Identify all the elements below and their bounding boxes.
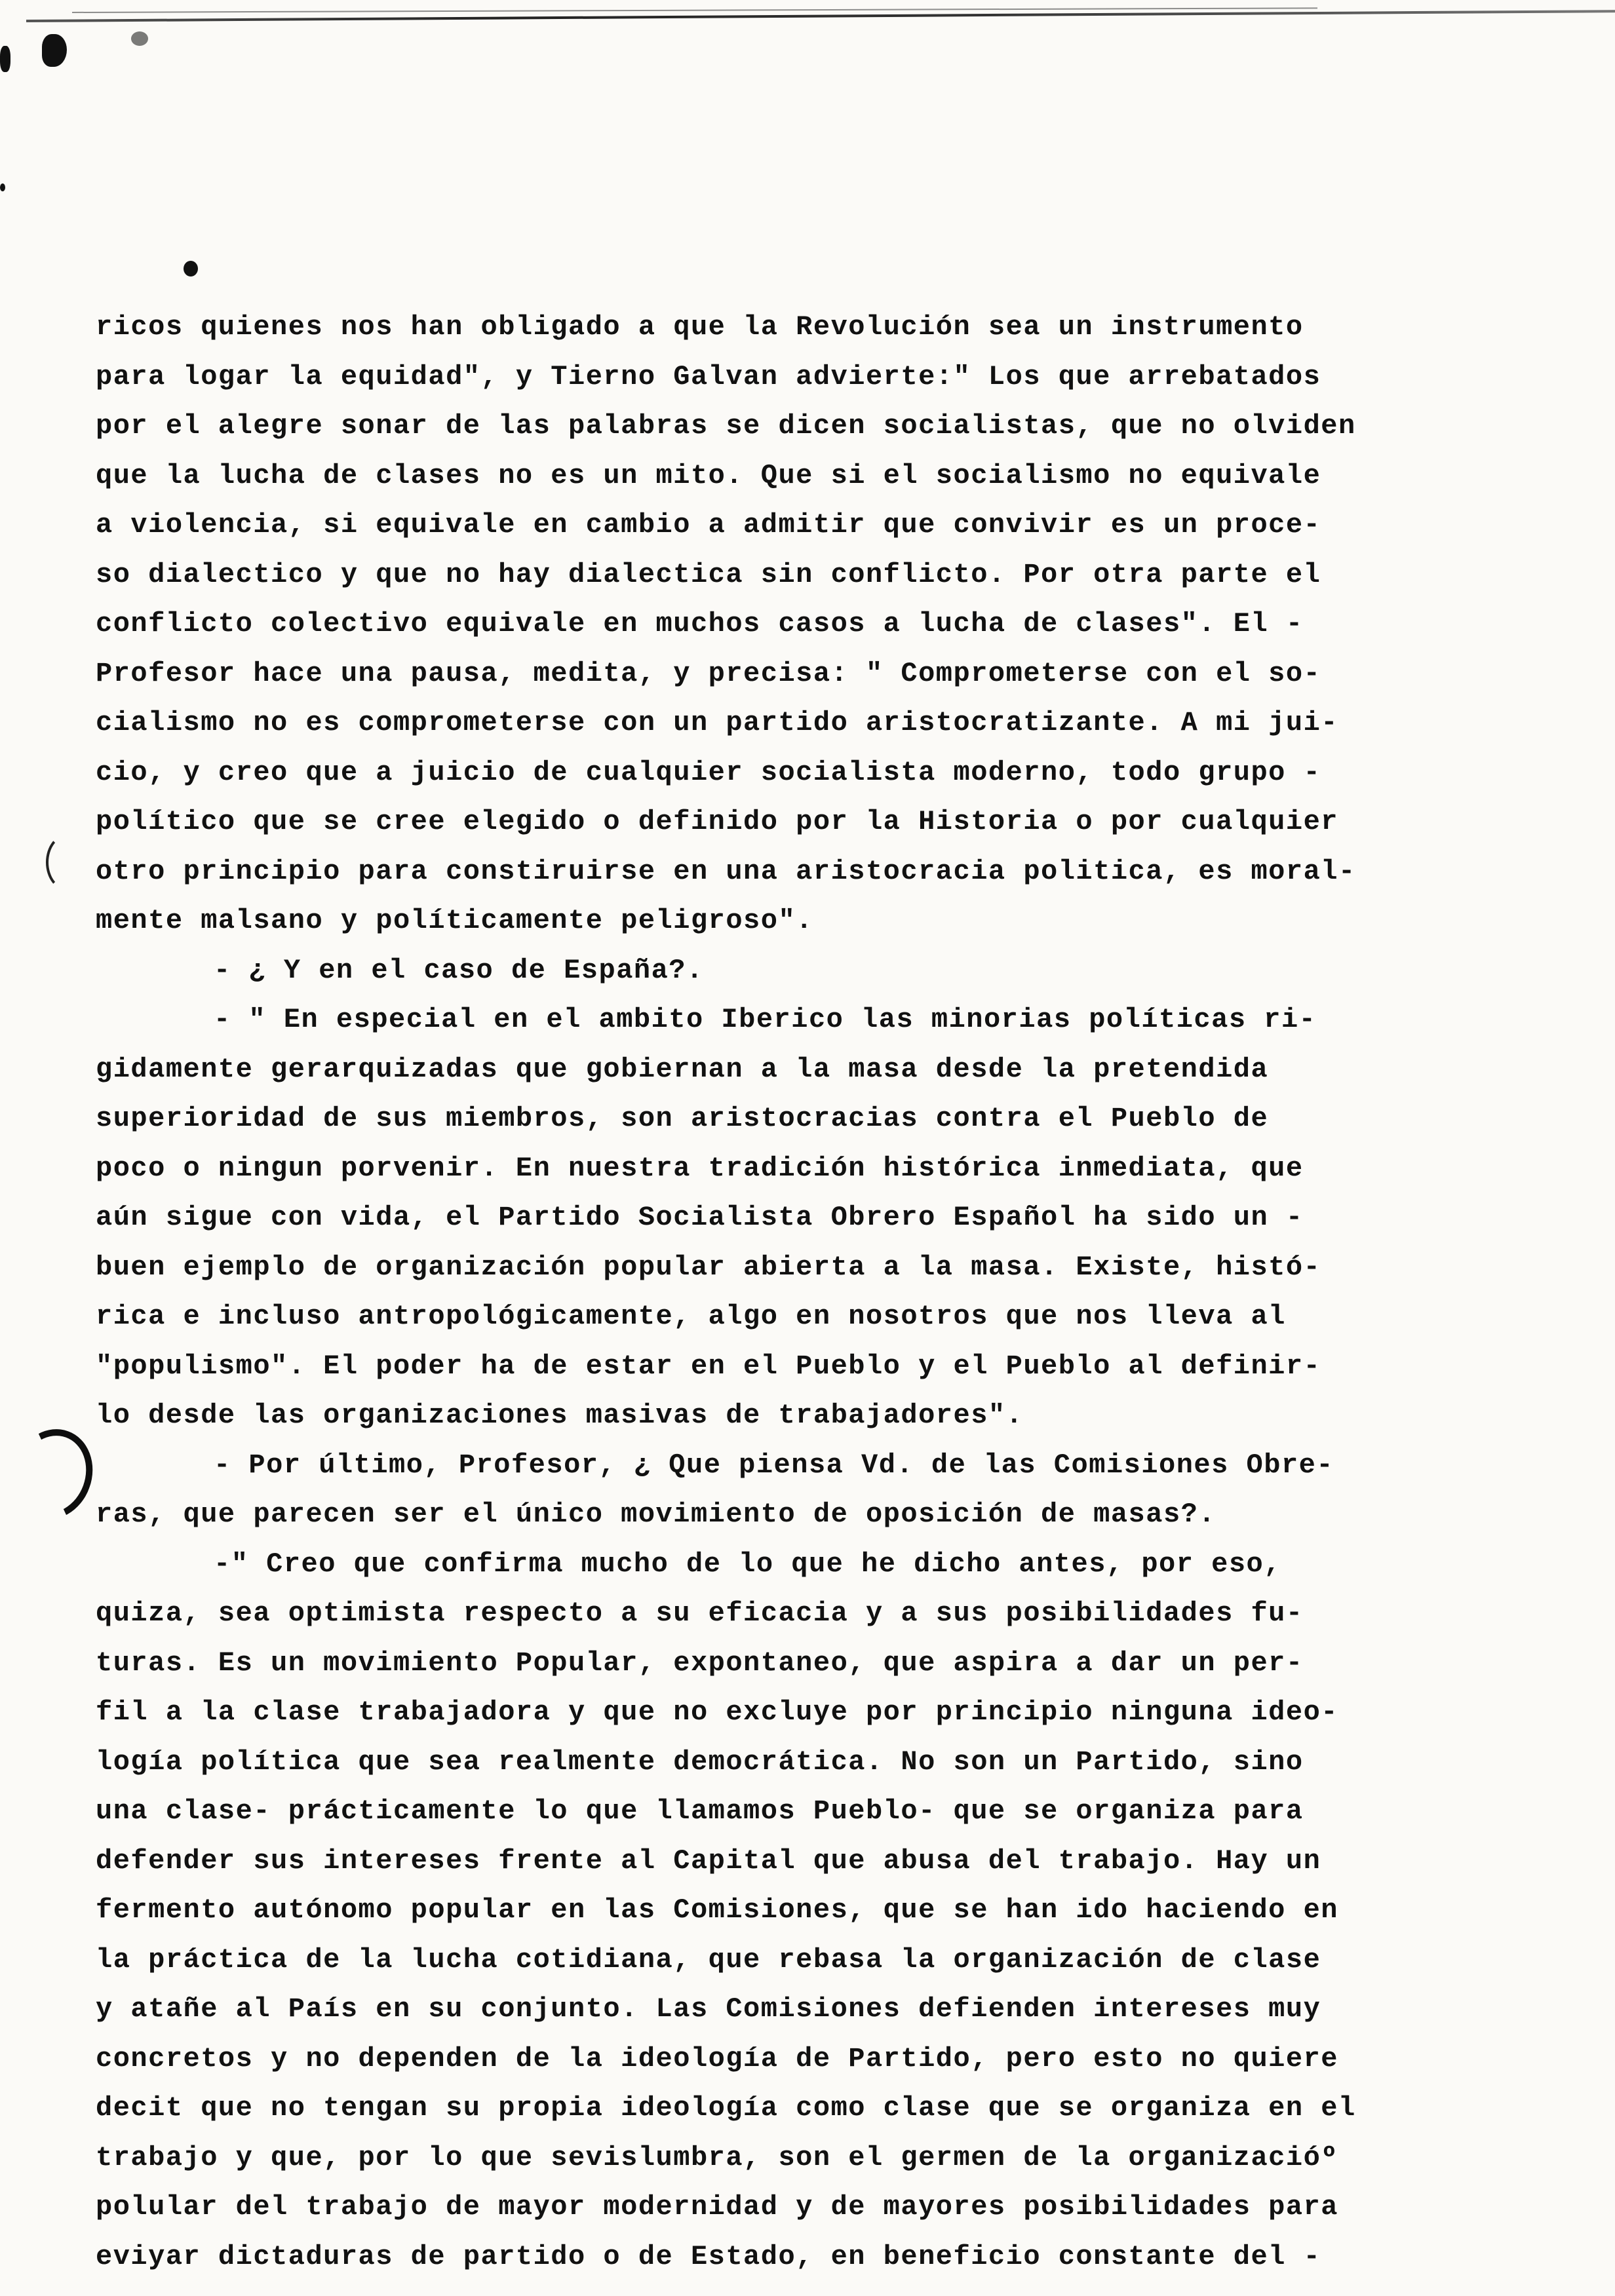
text-line: "populismo". El poder ha de estar en el Pueblo y el Pueblo al definir- (96, 1350, 1321, 1382)
text-line: - ¿ Y en el caso de España?. (214, 954, 704, 986)
text-line: turas. Es un movimiento Popular, expontaneo, que aspira a dar un per- (96, 1647, 1304, 1679)
scan-speck (42, 34, 67, 67)
text-line: una clase- prácticamente lo que llamamos Pueblo- que se organiza para (96, 1795, 1304, 1827)
scan-speck (0, 46, 10, 72)
text-line: a violencia, si equivale en cambio a admitir que convivir es un proce- (96, 509, 1321, 541)
text-line: gidamente gerarquizadas que gobiernan a la masa desde la pretendida (96, 1053, 1269, 1085)
text-line: - " En especial en el ambito Iberico las minorias políticas ri- (214, 1004, 1317, 1035)
text-line: Profesor hace una pausa, medita, y precisa: " Comprometerse con el so- (96, 657, 1321, 689)
text-line: cio, y creo que a juicio de cualquier socialista moderno, todo grupo - (96, 756, 1321, 788)
text-line: conflicto colectivo equivale en muchos casos a lucha de clases". El - (96, 608, 1304, 640)
text-line: eviyar dictaduras de partido o de Estado, en beneficio constante del - (96, 2240, 1321, 2272)
document-body (96, 303, 1557, 2282)
text-line: aún sigue con vida, el Partido Socialista Obrero Español ha sido un - (96, 1202, 1304, 1233)
text-line: mente malsano y políticamente peligroso". (96, 905, 813, 936)
text-line: cialismo no es comprometerse con un partido aristocratizante. A mi jui- (96, 707, 1338, 738)
text-line: ras, que parecen ser el único movimiento de oposición de masas?. (96, 1499, 1216, 1530)
text-line: rica e incluso antropológicamente, algo en nosotros que nos lleva al (96, 1301, 1286, 1332)
text-line: buen ejemplo de organización popular abierta a la masa. Existe, histó- (96, 1251, 1321, 1283)
text-line: fermento autónomo popular en las Comisiones, que se han ido haciendo en (96, 1894, 1338, 1926)
text-line: la práctica de la lucha cotidiana, que rebasa la organización de clase (96, 1943, 1321, 1976)
text-line: político que se cree elegido o definido por la Historia o por cualquier (96, 806, 1338, 837)
text-line: decit que no tengan su propia ideología como clase que se organiza en el (96, 2092, 1356, 2124)
text-line: que la lucha de clases no es un mito. Que si el socialismo no equivale (96, 459, 1321, 491)
text-line: superioridad de sus miembros, son aristocracias contra el Pueblo de (96, 1103, 1269, 1134)
text-line: polular del trabajo de mayor modernidad y de mayores posibilidades para (96, 2191, 1338, 2223)
text-line: otro principio para constiruirse en una aristocracia politica, es moral- (96, 855, 1356, 887)
text-line: y atañe al País en su conjunto. Las Comisiones defienden intereses muy (96, 1993, 1321, 2025)
binder-hole-mark (46, 833, 90, 891)
text-line: quiza, sea optimista respecto a su eficacia y a sus posibilidades fu- (96, 1598, 1304, 1629)
text-line: poco o ningun porvenir. En nuestra tradición histórica inmediata, que (96, 1152, 1304, 1184)
text-line: fil a la clase trabajadora y que no excluye por principio ninguna ideo- (96, 1696, 1338, 1728)
text-line: defender sus intereses frente al Capital que abusa del trabajo. Hay un (96, 1845, 1321, 1877)
text-line: logía política que sea realmente democrática. No son un Partido, sino (96, 1746, 1304, 1778)
text-line: por el alegre sonar de las palabras se dicen socialistas, que no olviden (96, 410, 1356, 442)
binder-hole-mark (0, 1418, 105, 1531)
scan-speck (184, 261, 198, 277)
text-line: -" Creo que confirma mucho de lo que he dicho antes, por eso, (214, 1548, 1281, 1580)
text-line: para logar la equidad", y Tierno Galvan advierte:" Los que arrebatados (96, 360, 1321, 392)
text-line: lo desde las organizaciones masivas de trabajadores". (96, 1400, 1024, 1431)
text-line: ricos quienes nos han obligado a que la Revolución sea un instrumento (96, 311, 1304, 343)
text-line: trabajo y que, por lo que sevislumbra, son el germen de la organizacióº (96, 2141, 1338, 2173)
text-line: so dialectico y que no hay dialectica sin conflicto. Por otra parte el (96, 558, 1321, 590)
scan-speck (0, 183, 5, 191)
text-line: concretos y no dependen de la ideología de Partido, pero esto no quiere (96, 2042, 1338, 2075)
scan-speck (131, 31, 148, 46)
text-line: - Por último, Profesor, ¿ Que piensa Vd. de las Comisiones Obre- (214, 1449, 1334, 1481)
